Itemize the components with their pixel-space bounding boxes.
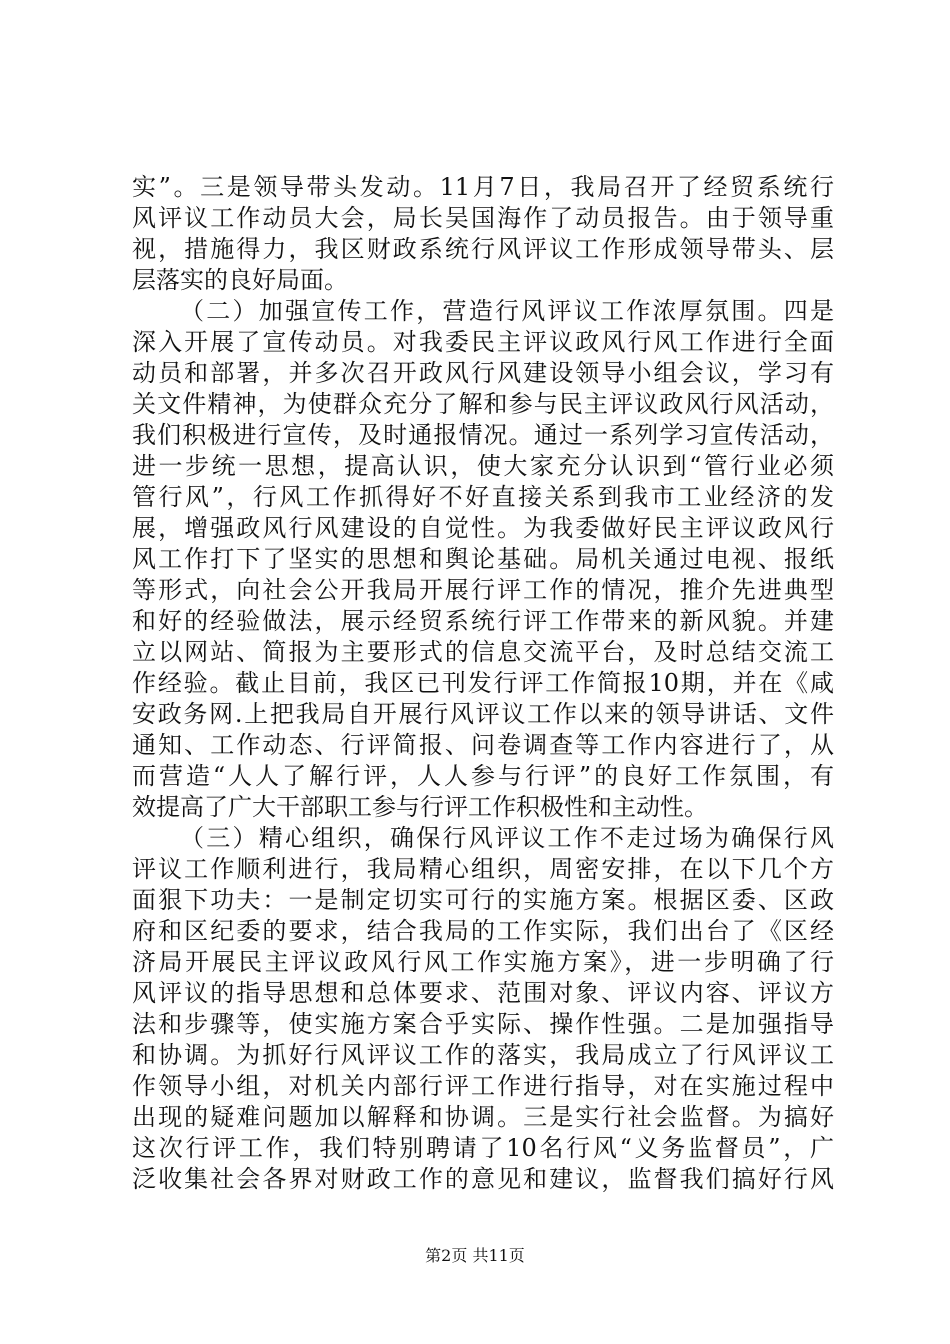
text-line: 作经验。截止目前，我区已刊发行评工作简报10期，并在《咸 xyxy=(132,669,834,697)
text-line: 出现的疑难问题加以解释和协调。三是实行社会监督。为搞好 xyxy=(132,1103,834,1131)
text-line: （二）加强宣传工作，营造行风评议工作浓厚氛围。四是 xyxy=(180,297,834,325)
text-line: （三）精心组织，确保行风评议工作不走过场为确保行风 xyxy=(180,824,834,852)
text-line: 泛收集社会各界对财政工作的意见和建议，监督我们搞好行风 xyxy=(132,1165,834,1193)
text-line: 评议工作顺利进行，我局精心组织，周密安排，在以下几个方 xyxy=(132,855,834,883)
text-line: 视，措施得力，我区财政系统行风评议工作形成领导带头、层 xyxy=(132,235,834,263)
text-line: 和协调。为抓好行风评议工作的落实，我局成立了行风评议工 xyxy=(132,1041,834,1069)
text-line: 面狠下功夫：一是制定切实可行的实施方案。根据区委、区政 xyxy=(132,886,834,914)
text-line: 管行风”，行风工作抓得好不好直接关系到我市工业经济的发 xyxy=(132,483,834,511)
page-footer: 第2页 共11页 xyxy=(425,1246,525,1265)
text-line: 立以网站、简报为主要形式的信息交流平台，及时总结交流工 xyxy=(132,638,834,666)
text-line: 动员和部署，并多次召开政风行风建设领导小组会议，学习有 xyxy=(132,359,834,387)
text-line: 风工作打下了坚实的思想和舆论基础。局机关通过电视、报纸 xyxy=(132,545,834,573)
text-line: 展，增强政风行风建设的自觉性。为我委做好民主评议政风行 xyxy=(132,514,834,542)
text-line: 我们积极进行宣传，及时通报情况。通过一系列学习宣传活动， xyxy=(132,421,834,449)
text-line: 深入开展了宣传动员。对我委民主评议政风行风工作进行全面 xyxy=(132,328,834,356)
text-line: 这次行评工作，我们特别聘请了10名行风“义务监督员”，广 xyxy=(132,1134,834,1162)
text-line: 效提高了广大干部职工参与行评工作积极性和主动性。 xyxy=(132,793,708,821)
text-line: 府和区纪委的要求，结合我局的工作实际，我们出台了《区经 xyxy=(132,917,834,945)
text-line: 济局开展民主评议政风行风工作实施方案》，进一步明确了行 xyxy=(132,948,834,976)
text-line: 风评议的指导思想和总体要求、范围对象、评议内容、评议方 xyxy=(132,979,834,1007)
text-line: 法和步骤等，使实施方案合乎实际、操作性强。二是加强指导 xyxy=(132,1010,834,1038)
text-line: 实”。三是领导带头发动。11月7日，我局召开了经贸系统行 xyxy=(132,173,834,201)
text-line: 安政务网.上把我局自开展行风评议工作以来的领导讲话、文件 xyxy=(132,700,834,728)
text-line: 风评议工作动员大会，局长吴国海作了动员报告。由于领导重 xyxy=(132,204,834,232)
text-line: 作领导小组，对机关内部行评工作进行指导，对在实施过程中 xyxy=(132,1072,834,1100)
text-line: 等形式，向社会公开我局开展行评工作的情况，推介先进典型 xyxy=(132,576,834,604)
text-line: 进一步统一思想，提高认识，使大家充分认识到“管行业必须 xyxy=(132,452,834,480)
text-line: 通知、工作动态、行评简报、问卷调查等工作内容进行了，从 xyxy=(132,731,834,759)
text-line: 层落实的良好局面。 xyxy=(132,266,348,294)
document-body xyxy=(132,172,834,1195)
text-line: 和好的经验做法，展示经贸系统行评工作带来的新风貌。并建 xyxy=(132,607,834,635)
text-line: 而营造“人人了解行评，人人参与行评”的良好工作氛围，有 xyxy=(132,762,834,790)
text-line: 关文件精神，为使群众充分了解和参与民主评议政风行风活动， xyxy=(132,390,834,418)
